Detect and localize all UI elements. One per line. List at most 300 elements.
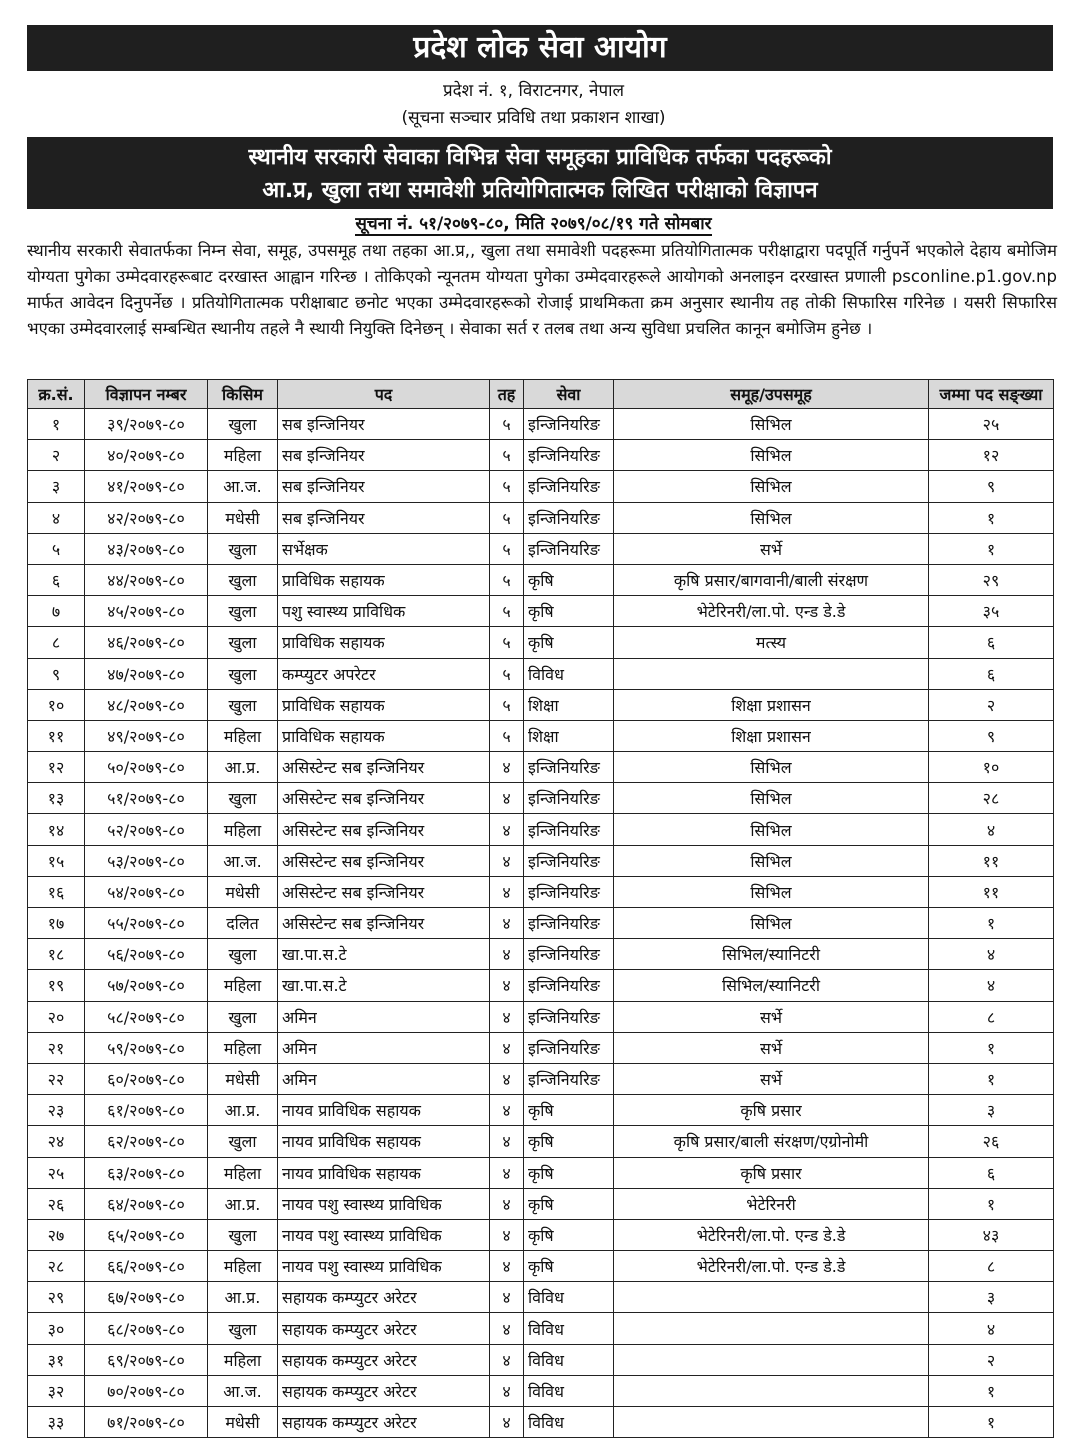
total-posts-cell: ८ — [929, 1251, 1054, 1282]
service-cell: इन्जिनियरिङ — [524, 752, 614, 783]
type-cell: महिला — [208, 814, 278, 845]
ad-number-cell: ६८/२०७९-८० — [85, 1313, 208, 1344]
serial-cell: ६ — [28, 564, 85, 595]
service-cell: कृषि — [524, 1188, 614, 1219]
serial-cell: २४ — [28, 1126, 85, 1157]
serial-cell: ११ — [28, 720, 85, 751]
ad-number-cell: ४०/२०७९-८० — [85, 440, 208, 471]
post-cell: खा.पा.स.टे — [278, 970, 490, 1001]
serial-cell: ९ — [28, 658, 85, 689]
total-posts-cell: ६ — [929, 627, 1054, 658]
total-posts-cell: ११ — [929, 845, 1054, 876]
group-cell: सिभिल — [614, 502, 929, 533]
table-row — [28, 596, 1054, 627]
group-cell: भेटेरिनरी — [614, 1188, 929, 1219]
service-cell: इन्जिनियरिङ — [524, 409, 614, 440]
post-cell: नायव प्राविधिक सहायक — [278, 1157, 490, 1188]
serial-cell: २३ — [28, 1095, 85, 1126]
level-cell: ५ — [490, 502, 524, 533]
service-cell: इन्जिनियरिङ — [524, 970, 614, 1001]
service-cell: इन्जिनियरिङ — [524, 1032, 614, 1063]
ad-number-cell: ४२/२०७९-८० — [85, 502, 208, 533]
post-cell: असिस्टेन्ट सब इन्जिनियर — [278, 876, 490, 907]
table-row — [28, 409, 1054, 440]
ad-number-cell: ४३/२०७९-८० — [85, 533, 208, 564]
post-cell: सहायक कम्प्युटर अरेटर — [278, 1313, 490, 1344]
group-cell: कृषि प्रसार — [614, 1157, 929, 1188]
level-cell: ४ — [490, 1001, 524, 1032]
type-cell: महिला — [208, 1032, 278, 1063]
level-cell: ४ — [490, 752, 524, 783]
total-posts-cell: ४ — [929, 1313, 1054, 1344]
table-row — [28, 970, 1054, 1001]
level-cell: ४ — [490, 1188, 524, 1219]
ad-number-cell: ४९/२०७९-८० — [85, 720, 208, 751]
level-cell: ४ — [490, 1375, 524, 1406]
service-cell: विविध — [524, 1313, 614, 1344]
level-cell: ४ — [490, 939, 524, 970]
type-cell: महिला — [208, 720, 278, 751]
serial-cell: ३३ — [28, 1407, 85, 1438]
ad-number-cell: ७१/२०७९-८० — [85, 1407, 208, 1438]
serial-cell: २८ — [28, 1251, 85, 1282]
table-row — [28, 1095, 1054, 1126]
level-cell: ५ — [490, 440, 524, 471]
service-cell: इन्जिनियरिङ — [524, 845, 614, 876]
service-cell: इन्जिनियरिङ — [524, 939, 614, 970]
service-cell: कृषि — [524, 1095, 614, 1126]
header-group: समूह/उपसमूह — [614, 380, 929, 409]
type-cell: मधेसी — [208, 1063, 278, 1094]
total-posts-cell: ९ — [929, 720, 1054, 751]
post-cell: सब इन्जिनियर — [278, 409, 490, 440]
ad-number-cell: ६०/२०७९-८० — [85, 1063, 208, 1094]
type-cell: मधेसी — [208, 502, 278, 533]
level-cell: ५ — [490, 409, 524, 440]
group-cell: सिभिल — [614, 440, 929, 471]
level-cell: ४ — [490, 1219, 524, 1250]
ad-number-cell: ३९/२०७९-८० — [85, 409, 208, 440]
header-level: तह — [490, 380, 524, 409]
level-cell: ५ — [490, 720, 524, 751]
serial-cell: १३ — [28, 783, 85, 814]
type-cell: आ.प्र. — [208, 1282, 278, 1313]
group-cell: सिभिल — [614, 752, 929, 783]
level-cell: ४ — [490, 1095, 524, 1126]
serial-cell: ३१ — [28, 1344, 85, 1375]
serial-cell: १६ — [28, 876, 85, 907]
service-cell: इन्जिनियरिङ — [524, 1001, 614, 1032]
advertisement-heading — [27, 137, 1053, 209]
serial-cell: १४ — [28, 814, 85, 845]
table-row — [28, 689, 1054, 720]
service-cell: कृषि — [524, 1219, 614, 1250]
level-cell: ४ — [490, 1407, 524, 1438]
type-cell: दलित — [208, 908, 278, 939]
serial-cell: १९ — [28, 970, 85, 1001]
service-cell: विविध — [524, 1282, 614, 1313]
notice-number — [0, 213, 1067, 235]
table-row — [28, 1375, 1054, 1406]
type-cell: आ.प्र. — [208, 1095, 278, 1126]
branch-line: (सूचना सञ्चार प्रविधि तथा प्रकाशन शाखा) — [401, 108, 666, 128]
total-posts-cell: २ — [929, 1344, 1054, 1375]
post-cell: कम्प्युटर अपरेटर — [278, 658, 490, 689]
ad-number-cell: ५५/२०७९-८० — [85, 908, 208, 939]
ad-number-cell: ४५/२०७९-८० — [85, 596, 208, 627]
level-cell: ४ — [490, 1344, 524, 1375]
total-posts-cell: १ — [929, 1375, 1054, 1406]
type-cell: महिला — [208, 1344, 278, 1375]
service-cell: इन्जिनियरिङ — [524, 783, 614, 814]
group-cell: कृषि प्रसार/बाली संरक्षण/एग्रोनोमी — [614, 1126, 929, 1157]
total-posts-cell: ९ — [929, 471, 1054, 502]
ad-number-cell: ५८/२०७९-८० — [85, 1001, 208, 1032]
ad-number-cell: ५९/२०७९-८० — [85, 1032, 208, 1063]
ad-number-cell: ५२/२०७९-८० — [85, 814, 208, 845]
total-posts-cell: ३५ — [929, 596, 1054, 627]
table-row — [28, 752, 1054, 783]
service-cell: शिक्षा — [524, 720, 614, 751]
level-cell: ४ — [490, 1063, 524, 1094]
ad-number-cell: ६२/२०७९-८० — [85, 1126, 208, 1157]
level-cell: ४ — [490, 1313, 524, 1344]
header-type: किसिम — [208, 380, 278, 409]
total-posts-cell: ३ — [929, 1282, 1054, 1313]
group-cell — [614, 1375, 929, 1406]
service-cell: कृषि — [524, 596, 614, 627]
group-cell — [614, 1344, 929, 1375]
ad-number-cell: ५६/२०७९-८० — [85, 939, 208, 970]
post-cell: खा.पा.स.टे — [278, 939, 490, 970]
ad-number-cell: ५१/२०७९-८० — [85, 783, 208, 814]
post-cell: प्राविधिक सहायक — [278, 564, 490, 595]
type-cell: खुला — [208, 939, 278, 970]
table-row — [28, 783, 1054, 814]
service-cell: कृषि — [524, 1251, 614, 1282]
type-cell: आ.प्र. — [208, 1188, 278, 1219]
notice-number-text: सूचना नं. ५१/२०७९-८०, मिति २०७९/०८/१९ गते सोमबार — [355, 214, 712, 234]
table-row — [28, 1188, 1054, 1219]
serial-cell: ७ — [28, 596, 85, 627]
post-cell: नायव पशु स्वास्थ्य प्राविधिक — [278, 1251, 490, 1282]
advertisement-heading-line1: स्थानीय सरकारी सेवाका विभिन्न सेवा समूहका प्राविधिक तर्फका पदहरूको — [248, 145, 832, 170]
total-posts-cell: ६ — [929, 658, 1054, 689]
total-posts-cell: ४ — [929, 814, 1054, 845]
ad-number-cell: ४७/२०७९-८० — [85, 658, 208, 689]
level-cell: ५ — [490, 658, 524, 689]
post-cell: नायव प्राविधिक सहायक — [278, 1126, 490, 1157]
group-cell: सर्भे — [614, 1063, 929, 1094]
table-row — [28, 1219, 1054, 1250]
group-cell: भेटेरिनरी/ला.पो. एन्ड डे.डे — [614, 1251, 929, 1282]
service-cell: इन्जिनियरिङ — [524, 533, 614, 564]
table-row — [28, 1032, 1054, 1063]
level-cell: ४ — [490, 876, 524, 907]
type-cell: आ.प्र. — [208, 752, 278, 783]
post-cell: असिस्टेन्ट सब इन्जिनियर — [278, 845, 490, 876]
serial-cell: १८ — [28, 939, 85, 970]
serial-cell: २५ — [28, 1157, 85, 1188]
group-cell: शिक्षा प्रशासन — [614, 689, 929, 720]
type-cell: खुला — [208, 658, 278, 689]
table-row — [28, 814, 1054, 845]
ad-number-cell: ५०/२०७९-८० — [85, 752, 208, 783]
ad-number-cell: ५३/२०७९-८० — [85, 845, 208, 876]
group-cell: सिभिल — [614, 845, 929, 876]
level-cell: ४ — [490, 783, 524, 814]
total-posts-cell: १ — [929, 1407, 1054, 1438]
table-row — [28, 908, 1054, 939]
group-cell: सिभिल — [614, 876, 929, 907]
level-cell: ५ — [490, 689, 524, 720]
table-row — [28, 1001, 1054, 1032]
level-cell: ४ — [490, 970, 524, 1001]
table-row — [28, 658, 1054, 689]
level-cell: ५ — [490, 596, 524, 627]
group-cell: भेटेरिनरी/ला.पो. एन्ड डे.डे — [614, 1219, 929, 1250]
commission-title: प्रदेश लोक सेवा आयोग — [27, 25, 1053, 71]
vacancy-table — [27, 379, 1054, 1438]
total-posts-cell: २८ — [929, 783, 1054, 814]
ad-number-cell: ६९/२०७९-८० — [85, 1344, 208, 1375]
serial-cell: ३ — [28, 471, 85, 502]
service-cell: इन्जिनियरिङ — [524, 908, 614, 939]
group-cell: सिभिल — [614, 908, 929, 939]
type-cell: खुला — [208, 689, 278, 720]
ad-number-cell: ६७/२०७९-८० — [85, 1282, 208, 1313]
total-posts-cell: १ — [929, 1032, 1054, 1063]
service-cell: इन्जिनियरिङ — [524, 502, 614, 533]
serial-cell: २९ — [28, 1282, 85, 1313]
header-post: पद — [278, 380, 490, 409]
type-cell: खुला — [208, 1313, 278, 1344]
table-row — [28, 939, 1054, 970]
ad-number-cell: ७०/२०७९-८० — [85, 1375, 208, 1406]
total-posts-cell: ११ — [929, 876, 1054, 907]
post-cell: अमिन — [278, 1063, 490, 1094]
group-cell: सर्भे — [614, 1001, 929, 1032]
type-cell: खुला — [208, 1219, 278, 1250]
post-cell: पशु स्वास्थ्य प्राविधिक — [278, 596, 490, 627]
ad-number-cell: ६६/२०७९-८० — [85, 1251, 208, 1282]
serial-cell: २६ — [28, 1188, 85, 1219]
ad-number-cell: ५४/२०७९-८० — [85, 876, 208, 907]
serial-cell: २७ — [28, 1219, 85, 1250]
post-cell: सहायक कम्प्युटर अरेटर — [278, 1344, 490, 1375]
type-cell: खुला — [208, 564, 278, 595]
ad-number-cell: ४६/२०७९-८० — [85, 627, 208, 658]
table-header-row — [28, 380, 1054, 409]
header-ad-number: विज्ञापन नम्बर — [85, 380, 208, 409]
post-cell: सर्भेक्षक — [278, 533, 490, 564]
type-cell: मधेसी — [208, 1407, 278, 1438]
total-posts-cell: २६ — [929, 1126, 1054, 1157]
total-posts-cell: २ — [929, 689, 1054, 720]
group-cell: भेटेरिनरी/ला.पो. एन्ड डे.डे — [614, 596, 929, 627]
level-cell: ४ — [490, 908, 524, 939]
post-cell: प्राविधिक सहायक — [278, 627, 490, 658]
serial-cell: ८ — [28, 627, 85, 658]
level-cell: ५ — [490, 471, 524, 502]
post-cell: असिस्टेन्ट सब इन्जिनियर — [278, 814, 490, 845]
type-cell: महिला — [208, 440, 278, 471]
post-cell: सब इन्जिनियर — [278, 440, 490, 471]
service-cell: विविध — [524, 1407, 614, 1438]
type-cell: महिला — [208, 1157, 278, 1188]
group-cell: सिभिल — [614, 783, 929, 814]
service-cell: विविध — [524, 658, 614, 689]
table-row — [28, 627, 1054, 658]
post-cell: प्राविधिक सहायक — [278, 689, 490, 720]
type-cell: खुला — [208, 533, 278, 564]
serial-cell: २१ — [28, 1032, 85, 1063]
type-cell: खुला — [208, 1126, 278, 1157]
ad-number-cell: ४४/२०७९-८० — [85, 564, 208, 595]
level-cell: ४ — [490, 845, 524, 876]
group-cell — [614, 1407, 929, 1438]
group-cell: सिभिल/स्यानिटरी — [614, 939, 929, 970]
service-cell: इन्जिनियरिङ — [524, 876, 614, 907]
total-posts-cell: ८ — [929, 1001, 1054, 1032]
service-cell: इन्जिनियरिङ — [524, 440, 614, 471]
ad-number-cell: ६३/२०७९-८० — [85, 1157, 208, 1188]
table-body — [28, 409, 1054, 1438]
level-cell: ४ — [490, 1126, 524, 1157]
total-posts-cell: १० — [929, 752, 1054, 783]
group-cell — [614, 658, 929, 689]
ad-number-cell: ६५/२०७९-८० — [85, 1219, 208, 1250]
total-posts-cell: ३ — [929, 1095, 1054, 1126]
table-row — [28, 1344, 1054, 1375]
post-cell: अमिन — [278, 1032, 490, 1063]
table-row — [28, 720, 1054, 751]
table-row — [28, 1313, 1054, 1344]
level-cell: ५ — [490, 564, 524, 595]
type-cell: खुला — [208, 596, 278, 627]
post-cell: सहायक कम्प्युटर अरेटर — [278, 1407, 490, 1438]
ad-number-cell: ६४/२०७९-८० — [85, 1188, 208, 1219]
post-cell: सब इन्जिनियर — [278, 471, 490, 502]
serial-cell: १० — [28, 689, 85, 720]
table-row — [28, 1157, 1054, 1188]
type-cell: आ.ज. — [208, 845, 278, 876]
total-posts-cell: ४ — [929, 970, 1054, 1001]
table-row — [28, 502, 1054, 533]
service-cell: विविध — [524, 1344, 614, 1375]
post-cell: नायव प्राविधिक सहायक — [278, 1095, 490, 1126]
group-cell: कृषि प्रसार/बागवानी/बाली संरक्षण — [614, 564, 929, 595]
serial-cell: २० — [28, 1001, 85, 1032]
post-cell: नायव पशु स्वास्थ्य प्राविधिक — [278, 1219, 490, 1250]
group-cell: मत्स्य — [614, 627, 929, 658]
level-cell: ४ — [490, 1032, 524, 1063]
header-service: सेवा — [524, 380, 614, 409]
type-cell: महिला — [208, 970, 278, 1001]
table-row — [28, 471, 1054, 502]
table-row — [28, 1282, 1054, 1313]
post-cell: अमिन — [278, 1001, 490, 1032]
type-cell: महिला — [208, 1251, 278, 1282]
service-cell: शिक्षा — [524, 689, 614, 720]
level-cell: ४ — [490, 1251, 524, 1282]
total-posts-cell: १ — [929, 908, 1054, 939]
type-cell: खुला — [208, 783, 278, 814]
table-row — [28, 1126, 1054, 1157]
total-posts-cell: २५ — [929, 409, 1054, 440]
post-cell: प्राविधिक सहायक — [278, 720, 490, 751]
level-cell: ५ — [490, 533, 524, 564]
ad-number-cell: ६१/२०७९-८० — [85, 1095, 208, 1126]
group-cell: सिभिल — [614, 471, 929, 502]
service-cell: इन्जिनियरिङ — [524, 1063, 614, 1094]
post-cell: नायव पशु स्वास्थ्य प्राविधिक — [278, 1188, 490, 1219]
service-cell: कृषि — [524, 627, 614, 658]
post-cell: असिस्टेन्ट सब इन्जिनियर — [278, 752, 490, 783]
group-cell: कृषि प्रसार — [614, 1095, 929, 1126]
group-cell: सिभिल/स्यानिटरी — [614, 970, 929, 1001]
total-posts-cell: २९ — [929, 564, 1054, 595]
serial-cell: १७ — [28, 908, 85, 939]
post-cell: असिस्टेन्ट सब इन्जिनियर — [278, 783, 490, 814]
group-cell: शिक्षा प्रशासन — [614, 720, 929, 751]
post-cell: असिस्टेन्ट सब इन्जिनियर — [278, 908, 490, 939]
serial-cell: ५ — [28, 533, 85, 564]
type-cell: खुला — [208, 409, 278, 440]
total-posts-cell: ६ — [929, 1157, 1054, 1188]
total-posts-cell: १ — [929, 1063, 1054, 1094]
table-row — [28, 564, 1054, 595]
table-row — [28, 1251, 1054, 1282]
group-cell — [614, 1313, 929, 1344]
ad-number-cell: ४१/२०७९-८० — [85, 471, 208, 502]
service-cell: इन्जिनियरिङ — [524, 814, 614, 845]
serial-cell: १ — [28, 409, 85, 440]
address-line: प्रदेश नं. १, विराटनगर, नेपाल — [442, 81, 625, 101]
notice-body-paragraph: स्थानीय सरकारी सेवातर्फका निम्न सेवा, समूह, उपसमूह तथा तहका आ.प्र,, खुला तथा समावेशी पदहरूमा प्रतियोगितात्मक परीक्षाद्वारा पदपूर्ति गर्नुपर्ने भएकोले देहाय बमोजिम योग्यता पुगेका उम्मेदवारहरूबाट दरखास्त आह्वान गरिन्छ । तोकिएको न्यूनतम योग्यता पुगेका उम्मेदवारहरूले आयोगको अनलाइन दरखास्त प्रणाली psconline.p1.gov.np मार्फत आवेदन दिनुपर्नेछ । प्रतियोगितात्मक परीक्षाबाट छनोट भएका उम्मेदवारहरूको रोजाई प्राथमिकता क्रम अनुसार स्थानीय तह तोकी सिफारिस गरिनेछ । यसरी सिफारिस भएका उम्मेदवारलाई सम्बन्धित स्थानीय तहले नै स्थायी नियुक्ति दिनेछन् । सेवाका सर्त र तलब तथा अन्य सुविधा प्रचलित कानून बमोजिम हुनेछ । — [27, 241, 1057, 338]
post-cell: सहायक कम्प्युटर अरेटर — [278, 1282, 490, 1313]
service-cell: विविध — [524, 1375, 614, 1406]
group-cell: सिभिल — [614, 409, 929, 440]
serial-cell: १५ — [28, 845, 85, 876]
serial-cell: ३० — [28, 1313, 85, 1344]
ad-number-cell: ४८/२०७९-८० — [85, 689, 208, 720]
group-cell — [614, 1282, 929, 1313]
table-row — [28, 1407, 1054, 1438]
level-cell: ४ — [490, 1157, 524, 1188]
group-cell: सर्भे — [614, 1032, 929, 1063]
type-cell: खुला — [208, 1001, 278, 1032]
type-cell: खुला — [208, 627, 278, 658]
type-cell: मधेसी — [208, 876, 278, 907]
post-cell: सब इन्जिनियर — [278, 502, 490, 533]
service-cell: कृषि — [524, 564, 614, 595]
serial-cell: २२ — [28, 1063, 85, 1094]
total-posts-cell: १ — [929, 533, 1054, 564]
level-cell: ४ — [490, 814, 524, 845]
service-cell: इन्जिनियरिङ — [524, 471, 614, 502]
level-cell: ५ — [490, 627, 524, 658]
total-posts-cell: १ — [929, 502, 1054, 533]
total-posts-cell: १ — [929, 1188, 1054, 1219]
advertisement-heading-line2: आ.प्र, खुला तथा समावेशी प्रतियोगितात्मक लिखित परीक्षाको विज्ञापन — [262, 178, 818, 203]
type-cell: आ.ज. — [208, 471, 278, 502]
ad-number-cell: ५७/२०७९-८० — [85, 970, 208, 1001]
service-cell: कृषि — [524, 1157, 614, 1188]
table-row — [28, 440, 1054, 471]
table-row — [28, 1063, 1054, 1094]
group-cell: सिभिल — [614, 814, 929, 845]
